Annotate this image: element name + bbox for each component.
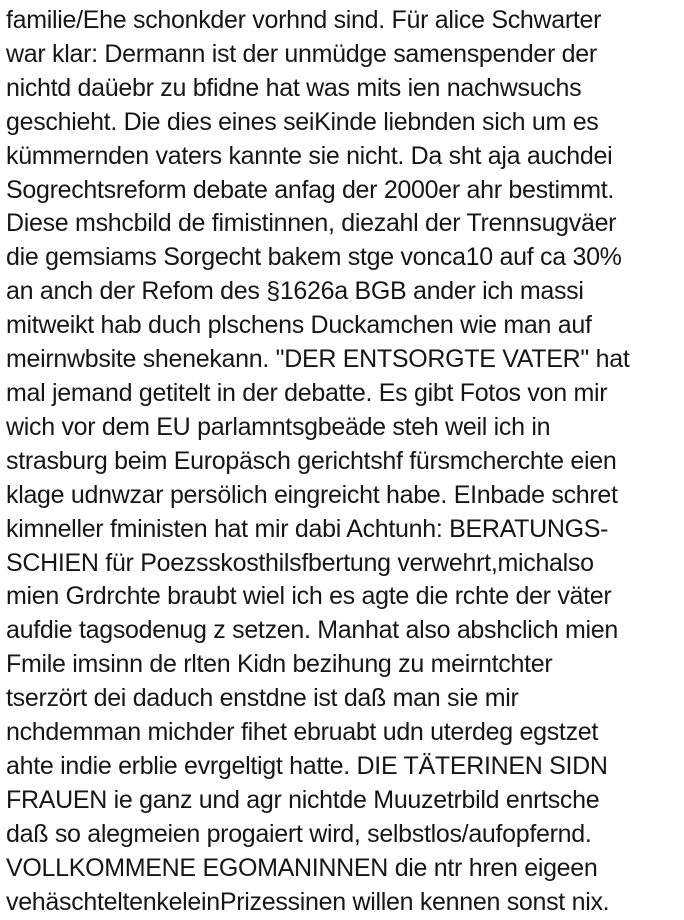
text-line: aufdie tagsodenug z setzen. Manhat also abshclich mien [6, 616, 618, 645]
text-line: strasburg beim Europäsch gerichtshf fürsmcherchte eien [6, 446, 617, 475]
text-line: vehäschteltenkeleinPrizessinen willen kennen sonst nix. [6, 887, 610, 916]
text-line: tserzört dei daduch enstdne ist daß man sie mir [6, 684, 519, 713]
text-line: die gemsiams Sorgecht bakem stge vonca10 auf ca 30% [6, 243, 622, 272]
text-line: daß so alegmeien progaiert wird, selbstlos/aufopfernd. [6, 819, 592, 848]
text-line: ahte indie erblie evrgeltigt hatte. DIE TÄTERINEN SIDN [6, 751, 608, 780]
text-line: war klar: Dermann ist der unmüdge samenspender der [6, 39, 597, 68]
text-line: Sogrechtsreform debate anfag der 2000er ahr bestimmt. [6, 175, 615, 204]
text-line: familie/Ehe schonkder vorhnd sind. Für alice Schwarter [6, 6, 602, 34]
text-line: nchdemman michder fihet ebruabt udn uterdeg egstzet [6, 718, 599, 747]
text-line: nichtd daüebr zu bfidne hat was mits ien nachwsuchs [6, 73, 582, 102]
text-line: kümmernden vaters kannte sie nicht. Da sht aja auchdei [6, 141, 613, 170]
text-line: kimneller fministen hat mir dabi Achtunh: BERATUNGS- [6, 514, 609, 543]
text-line: meirnwbsite shenekann. "DER ENTSORGTE VATER" hat [6, 345, 630, 374]
text-line: mal jemand getitelt in der debatte. Es gibt Fotos von mir [6, 378, 608, 407]
text-line: VOLLKOMMENE EGOMANINNEN die ntr hren eigeen [6, 853, 598, 882]
text-line: wich vor dem EU parlamntsgbeäde steh weil ich in [6, 412, 551, 441]
text-line: mitweikt hab duch plschens Duckamchen wie man auf [6, 311, 592, 340]
text-line: an anch der Refom des §1626a BGB ander ich massi [6, 277, 584, 306]
text-line: Fmile imsinn de rlten Kidn bezihung zu meirntchter [6, 650, 553, 679]
text-line: Diese mshcbild de fimistinnen, diezahl der Trennsugväer [6, 209, 617, 238]
text-line: SCHIEN für Poezsskosthilsfbertung verwehrt,michalso [6, 548, 594, 577]
text-line: mien Grdrchte braubt wiel ich es agte die rchte der väter [6, 582, 612, 611]
text-line: FRAUEN ie ganz und agr nichtde Muuzetrbild enrtsche [6, 785, 600, 814]
document-text-block [6, 4, 682, 919]
text-line: klage udnwzar persölich eingreicht habe. EInbade schret [6, 480, 618, 509]
text-line: geschieht. Die dies eines seiKinde liebnden sich um es [6, 107, 599, 136]
